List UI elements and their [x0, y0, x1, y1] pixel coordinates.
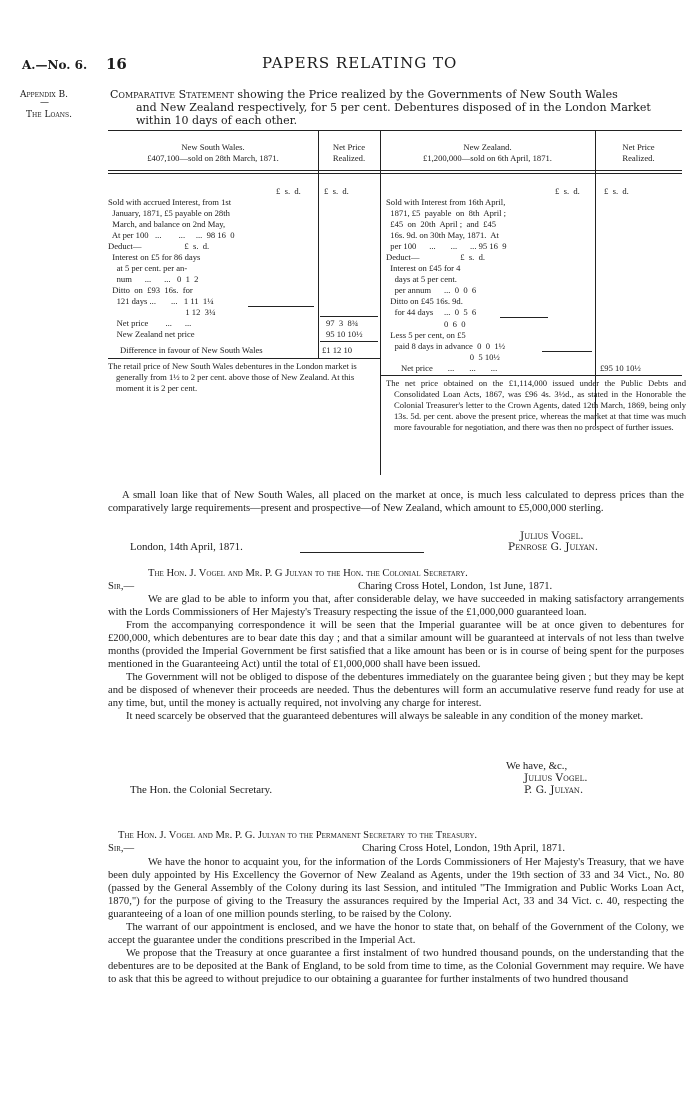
- nz-row-5: Deduct— £ s. d.: [386, 252, 486, 262]
- nsw-net-head-2: Realized.: [332, 153, 366, 163]
- nsw-note: The retail price of New South Wales debentures in the London market is generally from 1½ to 2 per cent. above those of New Zealand. At this moment it is 2 per cent.: [108, 361, 357, 393]
- difference-value: £1 12 10: [322, 345, 353, 355]
- intro-text-2: and New Zealand respectively, for 5 per cent. Debentures disposed of in the London Market: [136, 101, 651, 114]
- nz-net-head-2: Realized.: [622, 153, 655, 163]
- page-title: PAPERS RELATING TO: [262, 54, 458, 72]
- nsw-row-2: March, and balance on 2nd May,: [108, 219, 226, 229]
- nz-row-3: 16s. 9d. on 30th May, 1871. At: [386, 230, 499, 240]
- nsw-row-6: at 5 per cent. per an-: [108, 263, 188, 273]
- letter1-addressee: The Hon. the Colonial Secretary.: [130, 784, 273, 796]
- memo-text: A small loan like that of New South Wales, all placed on the market at once, is much less calculated to depress prices than the comparatively large requirements—present and prospective—of New Zealand, which amount to £5,000,000 sterling.: [108, 490, 684, 514]
- nz-head-1: New Zealand.: [463, 142, 512, 152]
- memo-signature-vogel: Julius Vogel.: [520, 530, 584, 542]
- nz-note: The net price obtained on the £1,114,000 issued under the Public Debts and Consolidated Loan Acts, 1867, was £96 4s. 3½d., as stated in the Honorable the Colonial Treasurer's letter to the Crown Agents, dated 12th March, 1869, being only 13s. 5d. per cent. above the present price, whereas the market at that time was much more favourable for negotiation, and there was then no prospect of further issues.: [386, 378, 686, 432]
- nz-net-value: £95 10 10½: [600, 363, 641, 373]
- letter2-body: [108, 856, 684, 986]
- statement-intro: [110, 88, 682, 127]
- nz-row-8: per annum ... 0 0 6: [386, 285, 477, 295]
- nsw-row-3: At per 100 ... ... ... 98 16 0: [108, 230, 235, 240]
- letter2-paragraph-1: We have the honor to acquaint you, for the information of the Lords Commissioners of Her Majesty's Treasury, that we have been duly appointed by His Excellency the Governor of New Zealand as Agents, under the 19th section of 33 and 34 Vict., No. 80 (passed by the General Assembly of the Colony during its last Session, and intituled "The Immigration and Public Works Loan Act, 1870,") for the purpose of giving to the Treasury the assurances required by the Imperial Act, 33 and 34 Vict. c. 40, respecting the guaranteeing of a loan of one million pounds sterling, to be raised by the Colony.: [108, 857, 684, 920]
- letter1-closing: We have, &c.,: [506, 760, 568, 772]
- memo-signature-julyan: Penrose G. Julyan.: [508, 541, 599, 553]
- nz-row-15: Net price ... ... ...: [386, 363, 498, 373]
- nz-row-9: Ditto on £45 16s. 9d.: [386, 296, 463, 306]
- nsw-row-9: 121 days ... ... 1 11 1¼: [108, 296, 214, 306]
- nsw-row-11: Net price ... ...: [108, 318, 192, 328]
- intro-lead: Comparative Statement: [110, 88, 234, 101]
- memo: [108, 489, 684, 515]
- document-reference: A.—No. 6.: [22, 58, 88, 72]
- sidebar-appendix: Appendix B.: [20, 90, 68, 100]
- letter1-heading: The Hon. J. Vogel and Mr. P. G Julyan to the Hon. the Colonial Secretary.: [148, 568, 468, 579]
- nz-net-units: £ s. d.: [604, 186, 629, 196]
- nsw-net-value-2: 95 10 10½: [326, 329, 363, 339]
- nsw-head-2: £407,100—sold on 28th March, 1871.: [147, 153, 279, 163]
- nsw-row-4: Deduct— £ s. d.: [108, 241, 210, 251]
- divider-rule-1: [300, 552, 424, 553]
- nsw-head-1: New South Wales.: [181, 142, 245, 152]
- letter1-paragraph-1: We are glad to be able to inform you that, after considerable delay, we have succeeded in making satisfactory arrangements with the Lords Commissioners of Her Majesty's Treasury respecting the issue of the £1,000,000 guaranteed loan.: [108, 594, 684, 618]
- nz-row-14: 0 5 10½: [386, 352, 500, 362]
- nz-row-1: 1871, £5 payable on 8th April ;: [386, 208, 507, 218]
- letter1-body: [108, 593, 684, 723]
- nsw-row-10: 1 12 3¼: [108, 307, 216, 317]
- nsw-row-1: January, 1871, £5 payable on 28th: [108, 208, 230, 218]
- difference-label: Difference in favour of New South Wales: [120, 345, 263, 355]
- nsw-row-8: Ditto on £93 16s. for: [108, 285, 193, 295]
- letter2-paragraph-3: We propose that the Treasury at once guarantee a first instalment of two hundred thousand pounds, on the understanding that the debentures are to be deposited at the Bank of England, to be sold from time to time, as the Colonial Government may require. We have to ask that this be agreed to without prejudice to our obtaining a guarantee for further instalments of two hundred thousand: [108, 948, 684, 985]
- letter2-address: Charing Cross Hotel, London, 19th April, 1871.: [362, 843, 566, 854]
- memo-place-date: London, 14th April, 1871.: [130, 541, 243, 553]
- intro-text-3: within 10 days of each other.: [136, 114, 298, 127]
- letter1-signature-julyan: P. G. Julyan.: [524, 784, 584, 796]
- nsw-net-value-1: 97 3 8¾: [326, 318, 359, 328]
- comparative-table: [108, 130, 686, 475]
- page-number: 16: [106, 55, 127, 73]
- nsw-row-0: Sold with accrued Interest, from 1st: [108, 197, 232, 207]
- nsw-row-5: Interest on £5 for 86 days: [108, 252, 201, 262]
- letter2-salutation: Sir,—: [108, 843, 135, 854]
- nz-row-13: paid 8 days in advance 0 0 1½: [386, 341, 506, 351]
- nz-row-7: days at 5 per cent.: [386, 274, 457, 284]
- letter2-heading: The Hon. J. Vogel and Mr. P. G. Julyan to the Permanent Secretary to the Treasury.: [118, 830, 478, 841]
- intro-text-1: showing the Price realized by the Governments of New South Wales: [233, 88, 618, 101]
- nz-row-10: for 44 days ... 0 5 6: [386, 307, 477, 317]
- letter2-paragraph-2: The warrant of our appointment is enclosed, and we have the honor to state that, on behalf of the Government of the Colony, we accept the guarantee under the conditions prescribed in the Imperial Act.: [108, 922, 684, 946]
- nsw-net-head-1: Net Price: [332, 142, 366, 152]
- nsw-net-units: £ s. d.: [324, 186, 349, 196]
- letter1-paragraph-4: It need scarcely be observed that the guaranteed debentures will always be saleable in any condition of the money market.: [126, 711, 644, 722]
- nsw-row-12: New Zealand net price: [108, 329, 195, 339]
- nz-units: £ s. d.: [555, 186, 580, 196]
- sidebar-dash: —: [40, 98, 49, 108]
- nsw-units: £ s. d.: [276, 186, 301, 196]
- nz-row-4: per 100 ... ... ... 95 16 9: [386, 241, 507, 251]
- letter1-address: Charing Cross Hotel, London, 1st June, 1871.: [358, 581, 553, 592]
- nz-row-2: £45 on 20th April ; and £45: [386, 219, 497, 229]
- letter1-paragraph-3: The Government will not be obliged to dispose of the debentures immediately on the guarantee being given ; but they may be kept and be disposed of whenever their proceeds are needed. Thus the debentures will form an accumulative reserve fund ready for use at any time, but, until the money is actually required, not involving any charge for interest.: [108, 672, 684, 709]
- letter1-salutation: Sir,—: [108, 581, 135, 592]
- nz-net-head-1: Net Price: [622, 142, 655, 152]
- nz-row-0: Sold with Interest from 16th April,: [386, 197, 506, 207]
- nz-head-2: £1,200,000—sold on 6th April, 1871.: [423, 153, 552, 163]
- nsw-row-7: num ... ... 0 1 2: [108, 274, 199, 284]
- nz-row-12: Less 5 per cent, on £5: [386, 330, 466, 340]
- sidebar-loans: The Loans.: [26, 110, 72, 120]
- nz-row-6: Interest on £45 for 4: [386, 263, 461, 273]
- letter1-paragraph-2: From the accompanying correspondence it will be seen that the Imperial guarantee will be at once given to debentures for £200,000, which debentures are to bear date this day ; and that a similar amount will be guaranteed at intervals of not less than twelve months (provided the Imperial Government be first satisfied that a like amount has been or is in course of being spent for the purposes mentioned in the Guaranteeing Act) until the total of £1,000,000 shall have been issued.: [108, 620, 684, 670]
- nz-row-11: 0 6 0: [386, 319, 466, 329]
- letter1-signature-vogel: Julius Vogel.: [524, 772, 588, 784]
